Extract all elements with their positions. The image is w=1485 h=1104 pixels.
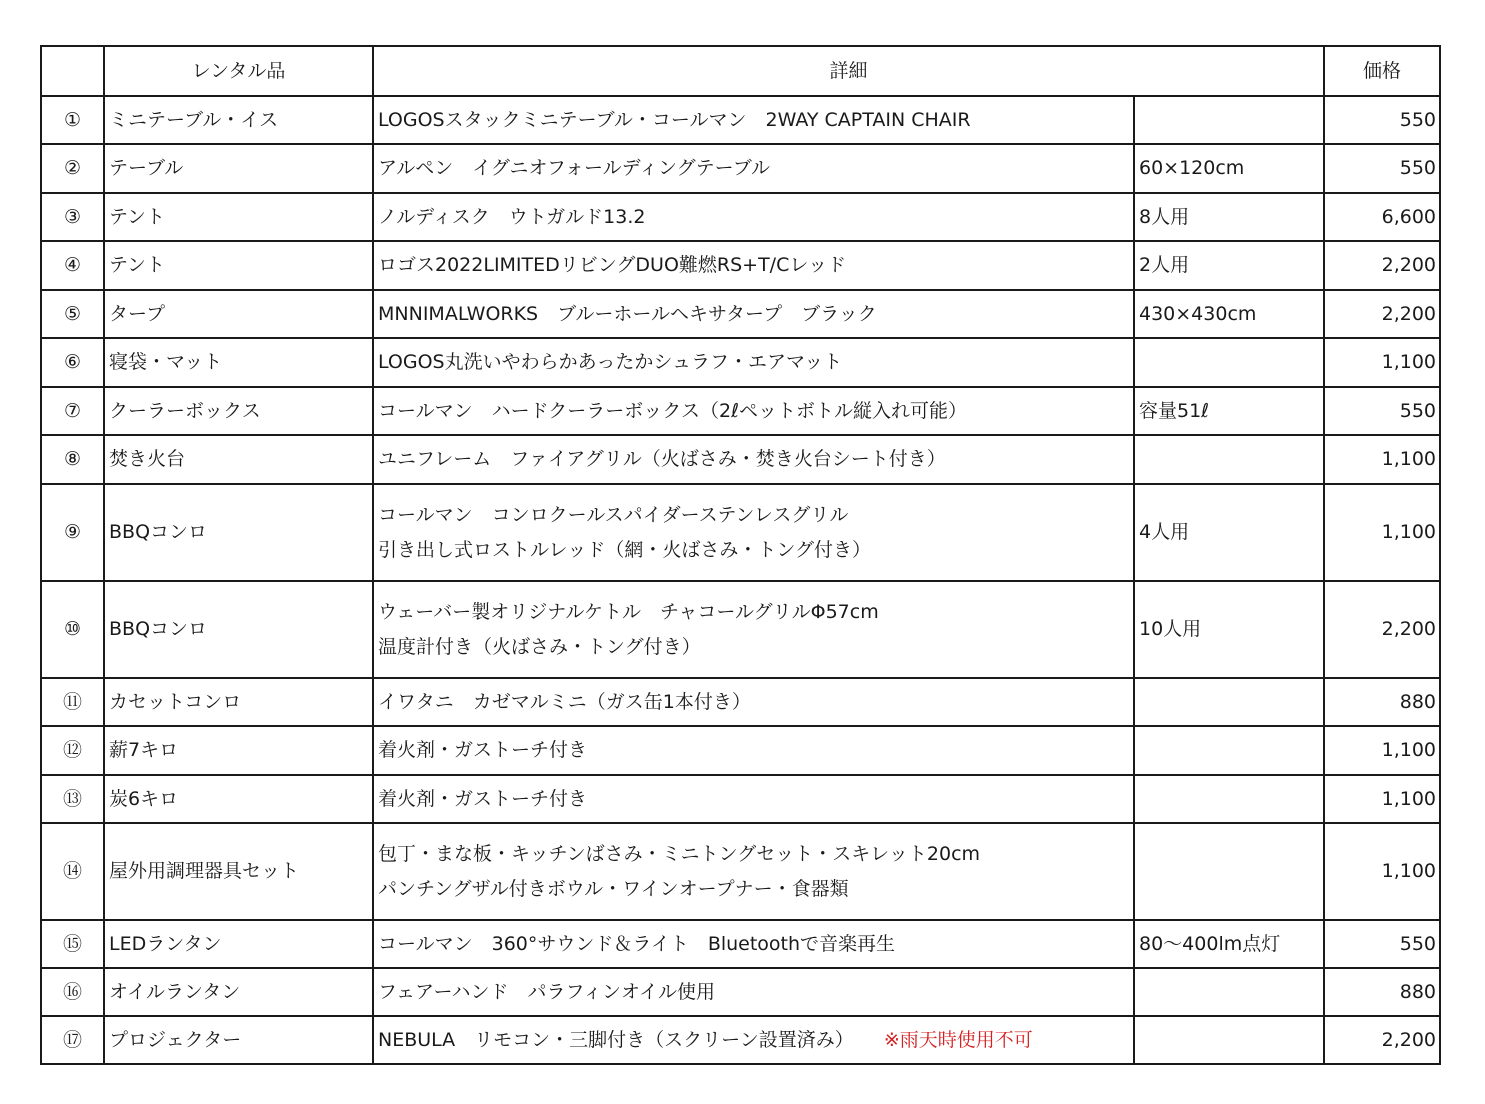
- item-detail: [373, 193, 1134, 241]
- header-item: レンタル品: [104, 46, 373, 96]
- header-price: 価格: [1324, 46, 1440, 96]
- item-price: 1,100: [1324, 726, 1440, 775]
- item-spec: [1134, 678, 1324, 726]
- detail-line: コールマン 360°サウンド＆ライト Bluetoothで音楽再生: [378, 932, 896, 955]
- item-price: 1,100: [1324, 435, 1440, 484]
- item-spec: [1134, 96, 1324, 144]
- item-detail: [373, 290, 1134, 338]
- table-row: [41, 678, 1440, 726]
- header-row: [41, 46, 1440, 96]
- weather-note: ※雨天時使用不可: [883, 1028, 1033, 1051]
- item-name: LEDランタン: [104, 920, 373, 968]
- detail-line: LOGOSスタックミニテーブル・コールマン 2WAY CAPTAIN CHAIR: [378, 108, 971, 131]
- item-price: 550: [1324, 387, 1440, 435]
- table-row: [41, 581, 1440, 678]
- item-name: タープ: [104, 290, 373, 338]
- table-row: [41, 193, 1440, 241]
- table-row: [41, 96, 1440, 144]
- item-detail: [373, 338, 1134, 387]
- detail-line: ノルディスク ウトガルド13.2: [378, 205, 646, 228]
- item-spec: [1134, 1016, 1324, 1064]
- item-price: 880: [1324, 968, 1440, 1016]
- row-number: ④: [41, 241, 104, 290]
- table-row: [41, 1016, 1440, 1064]
- header-number: [41, 46, 104, 96]
- detail-line: パンチングザル付きボウル・ワインオープナー・食器類: [378, 877, 849, 900]
- item-spec: 4人用: [1134, 484, 1324, 581]
- item-spec: [1134, 968, 1324, 1016]
- item-detail: [373, 920, 1134, 968]
- item-price: 2,200: [1324, 581, 1440, 678]
- row-number: ③: [41, 193, 104, 241]
- rental-price-table: [40, 45, 1441, 1065]
- item-spec: [1134, 775, 1324, 823]
- table-row: [41, 435, 1440, 484]
- item-price: 1,100: [1324, 775, 1440, 823]
- item-detail: [373, 96, 1134, 144]
- item-spec: 2人用: [1134, 241, 1324, 290]
- item-detail: [373, 823, 1134, 920]
- item-name: テーブル: [104, 144, 373, 193]
- detail-line: MNNIMALWORKS ブルーホールヘキサタープ ブラック: [378, 302, 877, 325]
- row-number: ⑩: [41, 581, 104, 678]
- table-row: [41, 920, 1440, 968]
- row-number: ⑥: [41, 338, 104, 387]
- item-name: テント: [104, 241, 373, 290]
- item-detail: [373, 581, 1134, 678]
- item-name: クーラーボックス: [104, 387, 373, 435]
- detail-line: ウェーバー製オリジナルケトル チャコールグリルΦ57cm: [378, 600, 879, 623]
- item-spec: 430×430cm: [1134, 290, 1324, 338]
- header-detail: 詳細: [373, 46, 1324, 96]
- item-spec: [1134, 435, 1324, 484]
- item-price: 550: [1324, 920, 1440, 968]
- item-price: 6,600: [1324, 193, 1440, 241]
- item-detail: [373, 775, 1134, 823]
- item-detail: [373, 1016, 1134, 1064]
- table-row: [41, 775, 1440, 823]
- row-number: ⑯: [41, 968, 104, 1016]
- item-name: プロジェクター: [104, 1016, 373, 1064]
- item-name: 屋外用調理器具セット: [104, 823, 373, 920]
- item-spec: [1134, 338, 1324, 387]
- item-name: BBQコンロ: [104, 581, 373, 678]
- item-price: 2,200: [1324, 241, 1440, 290]
- item-detail: [373, 484, 1134, 581]
- item-price: 2,200: [1324, 1016, 1440, 1064]
- item-detail: [373, 968, 1134, 1016]
- item-name: BBQコンロ: [104, 484, 373, 581]
- detail-line: NEBULA リモコン・三脚付き（スクリーン設置済み） ※雨天時使用不可: [378, 1028, 1033, 1051]
- detail-line: 着火剤・ガストーチ付き: [378, 739, 588, 761]
- row-number: ⑪: [41, 678, 104, 726]
- item-name: 焚き火台: [104, 435, 373, 484]
- table-row: [41, 968, 1440, 1016]
- item-name: オイルランタン: [104, 968, 373, 1016]
- item-spec: 80〜400lm点灯: [1134, 920, 1324, 968]
- row-number: ⑰: [41, 1016, 104, 1064]
- detail-line: 温度計付き（火ばさみ・トング付き）: [378, 635, 701, 658]
- item-spec: [1134, 823, 1324, 920]
- item-detail: [373, 678, 1134, 726]
- table-row: [41, 338, 1440, 387]
- item-name: テント: [104, 193, 373, 241]
- item-detail: [373, 726, 1134, 775]
- item-detail: [373, 241, 1134, 290]
- table-row: [41, 387, 1440, 435]
- table-row: [41, 241, 1440, 290]
- detail-line: コールマン コンロクールスパイダーステンレスグリル: [378, 503, 849, 526]
- item-name: ミニテーブル・イス: [104, 96, 373, 144]
- row-number: ⑮: [41, 920, 104, 968]
- table-row: [41, 484, 1440, 581]
- item-price: 1,100: [1324, 823, 1440, 920]
- item-price: 2,200: [1324, 290, 1440, 338]
- row-number: ⑦: [41, 387, 104, 435]
- detail-line: ユニフレーム ファイアグリル（火ばさみ・焚き火台シート付き）: [378, 448, 946, 470]
- table-row: [41, 823, 1440, 920]
- row-number: ⑫: [41, 726, 104, 775]
- item-price: 550: [1324, 144, 1440, 193]
- detail-line: コールマン ハードクーラーボックス（2ℓペットボトル縦入れ可能）: [378, 399, 967, 422]
- detail-line: 引き出し式ロストルレッド（網・火ばさみ・トング付き）: [378, 538, 871, 561]
- table-row: [41, 290, 1440, 338]
- item-price: 550: [1324, 96, 1440, 144]
- detail-line: フェアーハンド パラフィンオイル使用: [378, 980, 716, 1003]
- item-name: 薪7キロ: [104, 726, 373, 775]
- detail-line: イワタニ カゼマルミニ（ガス缶1本付き）: [378, 690, 751, 713]
- item-spec: 容量51ℓ: [1134, 387, 1324, 435]
- item-price: 1,100: [1324, 484, 1440, 581]
- row-number: ⑧: [41, 435, 104, 484]
- detail-line: ロゴス2022LIMITEDリビングDUO難燃RS+T/Cレッド: [378, 254, 847, 276]
- row-number: ⑬: [41, 775, 104, 823]
- item-detail: [373, 435, 1134, 484]
- item-price: 880: [1324, 678, 1440, 726]
- table-row: [41, 144, 1440, 193]
- row-number: ⑭: [41, 823, 104, 920]
- row-number: ⑨: [41, 484, 104, 581]
- item-spec: 8人用: [1134, 193, 1324, 241]
- item-detail: [373, 144, 1134, 193]
- item-name: カセットコンロ: [104, 678, 373, 726]
- row-number: ②: [41, 144, 104, 193]
- item-spec: 60×120cm: [1134, 144, 1324, 193]
- item-name: 寝袋・マット: [104, 338, 373, 387]
- table-row: [41, 726, 1440, 775]
- item-name: 炭6キロ: [104, 775, 373, 823]
- row-number: ①: [41, 96, 104, 144]
- detail-line: LOGOS丸洗いやわらかあったかシュラフ・エアマット: [378, 351, 843, 373]
- item-detail: [373, 387, 1134, 435]
- detail-line: アルペン イグニオフォールディングテーブル: [378, 157, 770, 179]
- row-number: ⑤: [41, 290, 104, 338]
- detail-line: 着火剤・ガストーチ付き: [378, 787, 588, 810]
- item-price: 1,100: [1324, 338, 1440, 387]
- item-spec: 10人用: [1134, 581, 1324, 678]
- detail-line: 包丁・まな板・キッチンばさみ・ミニトングセット・スキレット20cm: [378, 842, 981, 865]
- item-spec: [1134, 726, 1324, 775]
